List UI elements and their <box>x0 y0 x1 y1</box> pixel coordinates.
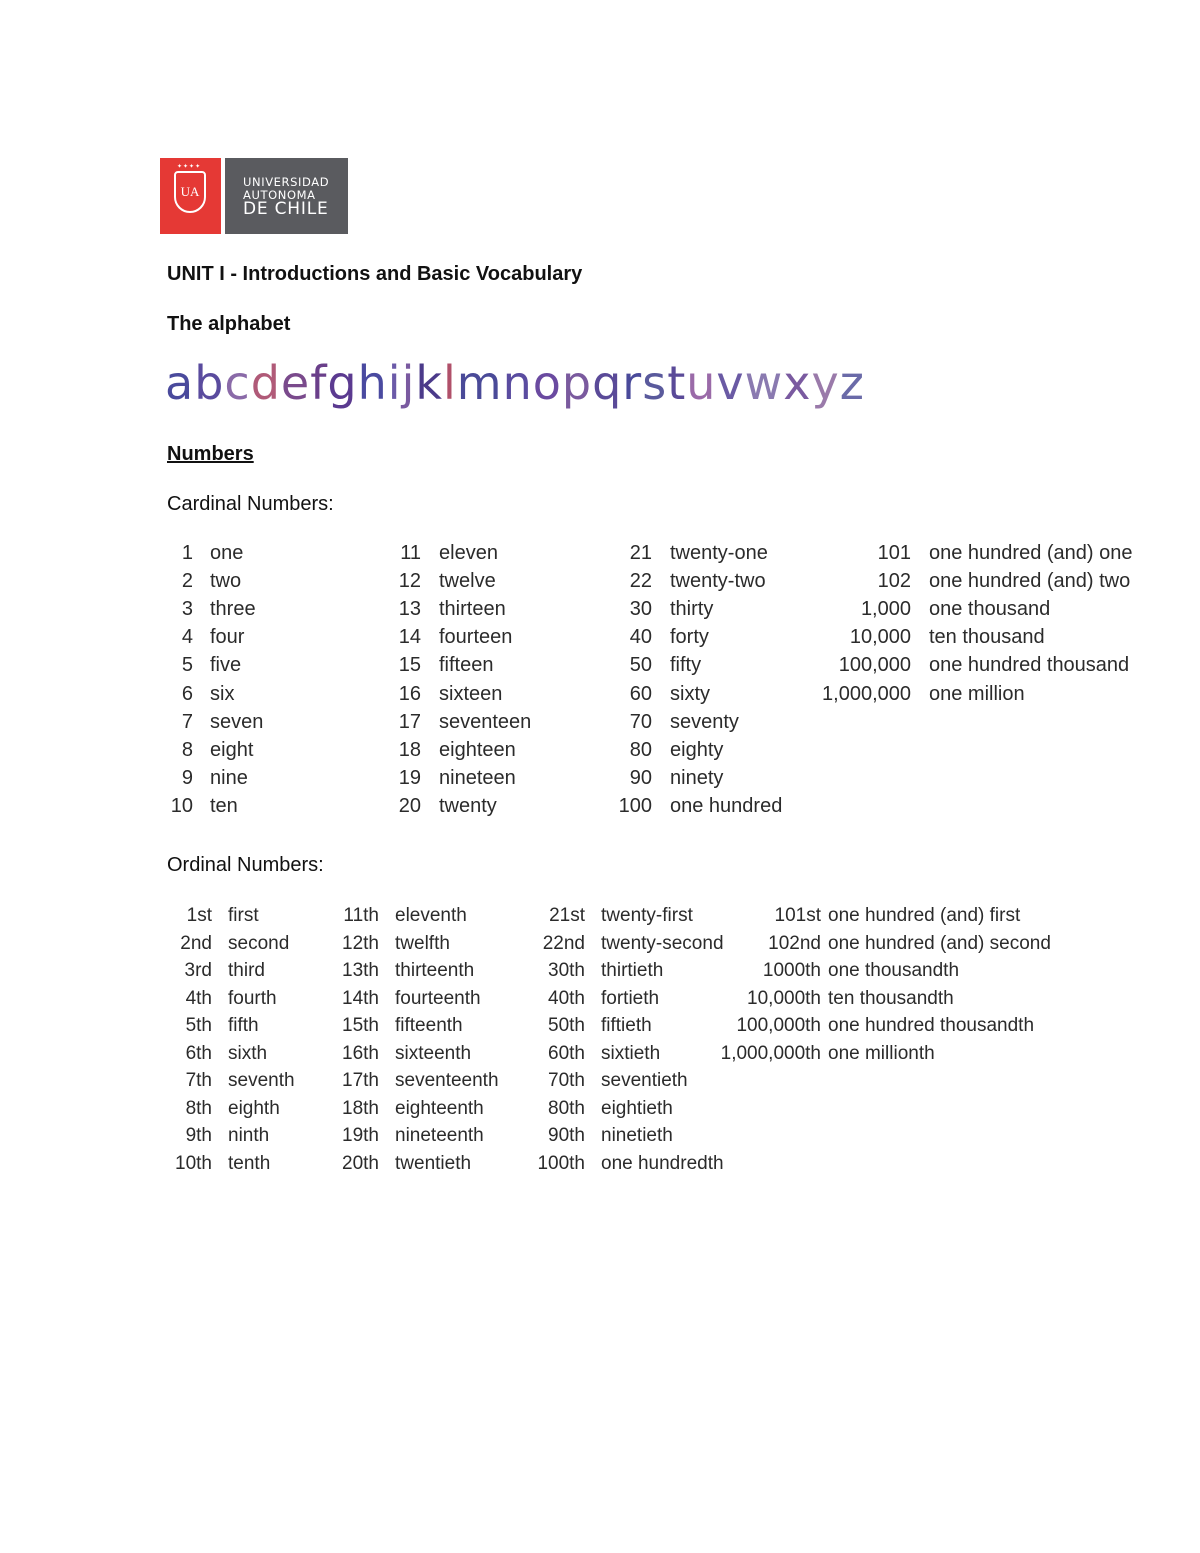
alphabet-letter: h <box>357 356 388 410</box>
cardinal-value: 1 <box>181 542 193 564</box>
ordinal-value: 2nd <box>180 932 212 954</box>
alphabet-row <box>165 356 865 410</box>
cardinal-word: nineteen <box>439 766 516 789</box>
ordinal-value: 12th <box>342 932 379 954</box>
cardinal-word: six <box>210 682 235 705</box>
cardinal-value: 19 <box>398 766 421 789</box>
cardinal-value: 16 <box>398 682 421 705</box>
cardinal-word: twenty-two <box>670 570 766 593</box>
cardinal-value: 1,000 <box>860 598 911 621</box>
cardinal-word: forty <box>670 626 709 649</box>
ordinal-word: ten thousandth <box>828 987 954 1009</box>
ordinal-value: 16th <box>342 1042 379 1064</box>
ordinal-value: 18th <box>342 1097 379 1119</box>
ordinal-value: 9th <box>185 1125 212 1146</box>
ordinal-word: twentieth <box>395 1152 472 1174</box>
cardinal-value: 15 <box>398 654 421 677</box>
ordinal-word: one thousandth <box>828 960 960 981</box>
cardinal-word: two <box>210 570 242 593</box>
cardinal-word: fifty <box>670 654 702 677</box>
ordinal-word: ninth <box>228 1125 270 1146</box>
alphabet-letter: m <box>456 356 503 410</box>
cardinal-word: fourteen <box>439 626 513 649</box>
ordinal-word: tenth <box>228 1152 271 1174</box>
cardinal-value: 7 <box>181 710 193 733</box>
ordinal-word: twenty-second <box>601 932 724 954</box>
ordinal-value: 8th <box>185 1097 212 1119</box>
logo-crest-panel <box>160 158 221 234</box>
logo-line-1: UNIVERSIDAD <box>243 175 330 189</box>
alphabet-letter: q <box>592 356 623 410</box>
cardinal-value: 5 <box>181 654 193 677</box>
cardinal-value: 1,000,000 <box>822 682 911 705</box>
cardinal-value: 90 <box>629 766 652 789</box>
cardinal-word: ten <box>210 794 238 817</box>
ordinal-word: seventh <box>228 1070 295 1091</box>
ordinal-word: sixtieth <box>601 1042 661 1064</box>
alphabet-letter: l <box>442 356 457 410</box>
cardinal-value: 10,000 <box>849 626 911 649</box>
alphabet-letter: o <box>532 356 562 410</box>
cardinal-value: 100,000 <box>838 654 911 677</box>
cardinal-word: one hundred (and) one <box>929 542 1133 564</box>
cardinal-word: one hundred <box>670 794 783 817</box>
cardinal-word: twenty <box>439 794 497 817</box>
cardinal-value: 22 <box>629 570 652 593</box>
ordinal-value: 80th <box>548 1097 585 1119</box>
ordinal-value: 1st <box>186 905 212 926</box>
alphabet-letter: v <box>716 356 745 410</box>
cardinal-word: one hundred thousand <box>929 654 1130 677</box>
alphabet-letter: n <box>502 356 533 410</box>
ordinal-word: one millionth <box>828 1042 935 1064</box>
cardinal-value: 40 <box>629 626 652 649</box>
ordinal-value: 10,000th <box>747 987 821 1009</box>
ordinal-word: one hundred (and) second <box>828 932 1051 954</box>
alphabet-letter: s <box>642 356 668 410</box>
cardinal-word: one million <box>929 682 1025 705</box>
ordinal-word: twelfth <box>395 932 450 954</box>
ordinal-word: seventieth <box>601 1070 688 1091</box>
ordinal-word: eighteenth <box>395 1097 484 1119</box>
alphabet-letter: u <box>686 356 717 410</box>
shield-icon <box>174 171 206 213</box>
cardinal-value: 2 <box>181 570 193 593</box>
alphabet-letter: e <box>280 356 311 410</box>
alphabet-letter: g <box>327 356 358 410</box>
ordinal-word: fifth <box>228 1015 259 1036</box>
ordinal-value: 102nd <box>768 932 821 954</box>
ordinal-word: fourteenth <box>395 987 481 1009</box>
alphabet-letter: t <box>667 356 687 410</box>
ordinal-value: 13th <box>342 960 379 981</box>
alphabet-letter: j <box>401 356 416 410</box>
logo-wordmark-panel <box>225 158 348 234</box>
ordinal-word: seventeenth <box>395 1070 499 1091</box>
cardinal-word: ninety <box>670 766 724 789</box>
cardinal-word: sixteen <box>439 682 503 705</box>
cardinal-word: eleven <box>439 542 498 564</box>
cardinal-word: ten thousand <box>929 626 1045 649</box>
ordinal-value: 101st <box>774 905 821 926</box>
ordinal-value: 1000th <box>762 960 821 981</box>
ordinal-value: 30th <box>548 960 585 981</box>
ordinal-word: one hundred (and) first <box>828 905 1021 926</box>
ordinal-value: 20th <box>342 1152 379 1174</box>
cardinal-word: four <box>210 626 245 649</box>
cardinal-word: fifteen <box>439 654 494 677</box>
cardinal-value: 6 <box>181 682 193 705</box>
cardinal-value: 21 <box>629 542 652 564</box>
alphabet-letter: z <box>839 356 865 410</box>
ordinal-word: third <box>228 960 265 981</box>
ordinal-value: 70th <box>548 1070 585 1091</box>
logo-line-3: DE CHILE <box>243 199 329 219</box>
ordinal-word: second <box>228 932 290 954</box>
ordinal-value: 40th <box>548 987 585 1009</box>
alphabet-letter: a <box>165 356 195 410</box>
ordinal-value: 10th <box>175 1152 212 1174</box>
ordinal-value: 14th <box>342 987 379 1009</box>
cardinal-word: twenty-one <box>670 542 768 564</box>
ordinal-word: sixth <box>228 1042 268 1064</box>
cardinal-word: eighteen <box>439 738 516 761</box>
ordinal-word: twenty-first <box>601 905 693 926</box>
ordinal-value: 11th <box>343 905 379 926</box>
cardinal-value: 18 <box>398 738 421 761</box>
ordinal-value: 100th <box>537 1152 585 1174</box>
cardinal-value: 80 <box>629 738 652 761</box>
cardinal-value: 12 <box>398 570 421 593</box>
ordinal-word: one hundredth <box>601 1152 724 1174</box>
cardinal-word: five <box>210 654 242 677</box>
cardinal-value: 13 <box>398 598 421 621</box>
ordinal-value: 50th <box>548 1015 585 1036</box>
cardinal-word: nine <box>210 766 248 789</box>
unit-title: UNIT I - Introductions and Basic Vocabulary <box>167 263 583 285</box>
university-logo <box>160 158 348 234</box>
cardinal-value: 9 <box>181 766 193 789</box>
ordinal-value: 5th <box>185 1015 212 1036</box>
ordinal-word: sixteenth <box>395 1042 472 1064</box>
cardinal-value: 10 <box>170 794 193 817</box>
ordinal-value: 19th <box>342 1125 379 1146</box>
alphabet-letter: p <box>561 356 593 410</box>
ordinal-value: 3rd <box>184 960 212 981</box>
cardinal-value: 3 <box>181 598 193 621</box>
cardinal-value: 50 <box>629 654 652 677</box>
cardinal-value: 60 <box>629 682 652 705</box>
logo-line-2: AUTONOMA <box>243 188 316 202</box>
cardinal-word: seven <box>210 710 264 733</box>
crest-ornament-icon: ✦✦✦✦ <box>177 164 202 170</box>
cardinal-word: twelve <box>439 570 496 593</box>
ordinal-word: fifteenth <box>395 1015 463 1036</box>
cardinal-word: one thousand <box>929 598 1051 621</box>
logo-crest-text: UA <box>180 184 200 199</box>
ordinal-word: eleventh <box>395 905 467 926</box>
alphabet-letter: b <box>194 356 225 410</box>
cardinal-word: sixty <box>670 682 710 705</box>
ordinal-value: 7th <box>185 1070 212 1091</box>
cardinal-word: thirteen <box>439 598 506 621</box>
ordinal-numbers-label: Ordinal Numbers: <box>167 854 324 876</box>
ordinal-word: fourth <box>228 987 277 1009</box>
cardinal-value: 100 <box>618 794 652 817</box>
cardinal-value: 102 <box>877 570 911 593</box>
cardinal-value: 8 <box>181 738 193 761</box>
ordinal-word: first <box>228 905 259 926</box>
cardinal-word: one <box>210 542 244 564</box>
cardinal-word: eighty <box>670 738 724 761</box>
alphabet-letter: k <box>415 356 443 410</box>
cardinal-word: one hundred (and) two <box>929 570 1131 593</box>
ordinal-word: nineteenth <box>395 1125 484 1146</box>
ordinal-value: 17th <box>342 1070 379 1091</box>
alphabet-heading: The alphabet <box>167 313 291 335</box>
ordinal-value: 21st <box>549 905 585 926</box>
cardinal-value: 30 <box>629 598 652 621</box>
cardinal-word: seventy <box>670 710 739 733</box>
alphabet-letter: w <box>744 356 784 410</box>
ordinal-value: 100,000th <box>736 1015 821 1036</box>
cardinal-value: 14 <box>398 626 421 649</box>
alphabet-letter: y <box>811 356 840 410</box>
alphabet-letter: r <box>622 356 643 410</box>
cardinal-value: 17 <box>398 710 421 733</box>
ordinal-value: 6th <box>185 1042 212 1064</box>
numbers-heading: Numbers <box>167 443 254 465</box>
cardinal-value: 4 <box>181 626 193 649</box>
ordinal-word: fiftieth <box>601 1015 652 1036</box>
cardinal-word: thirty <box>670 598 714 621</box>
alphabet-letter: c <box>224 356 251 410</box>
ordinal-value: 90th <box>548 1125 585 1146</box>
ordinal-value: 4th <box>185 987 212 1009</box>
cardinal-word: three <box>210 598 256 621</box>
cardinal-value: 101 <box>877 542 911 564</box>
cardinal-value: 20 <box>398 794 421 817</box>
ordinal-value: 1,000,000th <box>720 1042 821 1064</box>
cardinal-word: eight <box>210 738 254 761</box>
cardinal-value: 70 <box>629 710 652 733</box>
alphabet-letter: d <box>250 356 281 410</box>
ordinal-value: 22nd <box>542 932 585 954</box>
alphabet-letter: f <box>310 356 328 410</box>
ordinal-word: thirteenth <box>395 960 475 981</box>
ordinal-word: ninetieth <box>601 1125 673 1146</box>
cardinal-numbers-label: Cardinal Numbers: <box>167 493 334 515</box>
ordinal-word: thirtieth <box>601 960 664 981</box>
cardinal-word: seventeen <box>439 710 532 733</box>
alphabet-letter: i <box>387 356 402 410</box>
ordinal-value: 60th <box>548 1042 585 1064</box>
ordinal-word: fortieth <box>601 987 660 1009</box>
ordinal-value: 15th <box>342 1015 379 1036</box>
cardinal-value: 11 <box>400 542 421 564</box>
ordinal-word: one hundred thousandth <box>828 1015 1035 1036</box>
alphabet-letter: x <box>783 356 812 410</box>
ordinal-word: eightieth <box>601 1097 673 1119</box>
ordinal-word: eighth <box>228 1097 280 1119</box>
